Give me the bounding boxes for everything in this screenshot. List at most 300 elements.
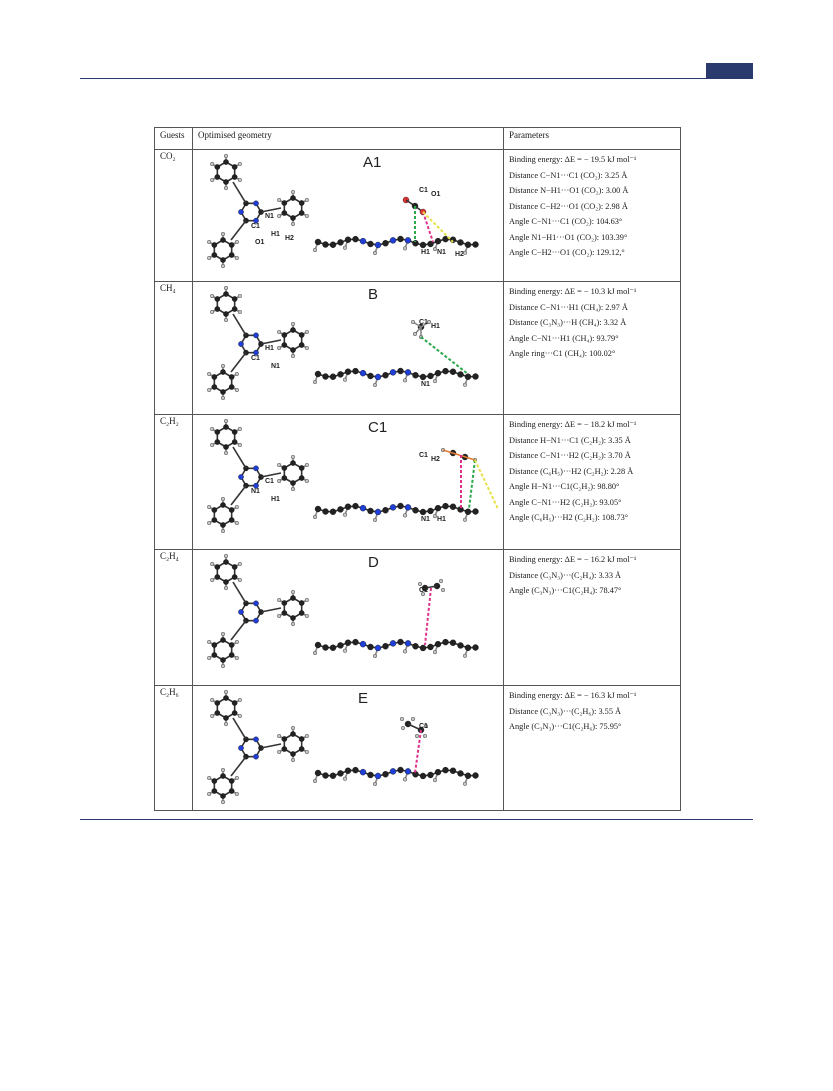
- nitrogen-atom: [360, 238, 366, 244]
- carbon-atom: [299, 200, 304, 205]
- hydrogen-atom: [224, 690, 228, 694]
- hydrogen-atom: [207, 640, 211, 644]
- hydrogen-atom: [235, 388, 239, 392]
- hydrogen-atom: [210, 178, 214, 182]
- carbon-atom: [338, 239, 344, 245]
- carbon-atom: [229, 507, 234, 512]
- carbon-atom: [353, 503, 359, 509]
- carbon-atom: [345, 640, 351, 646]
- hydrogen-atom: [207, 656, 211, 660]
- hydrogen-atom: [439, 579, 443, 583]
- parameter-line: Distance C−N1···H2 (C₂H₂): 3.70 Å: [509, 451, 631, 460]
- atom-label: H2: [285, 235, 294, 242]
- atom-label: H1: [271, 231, 280, 238]
- carbon-atom: [220, 522, 225, 527]
- header-row: [155, 128, 681, 150]
- col-header-geometry: Optimised geometry: [193, 128, 504, 150]
- carbon-atom: [330, 645, 336, 651]
- hydrogen-atom: [277, 214, 281, 218]
- atom-label: N1: [421, 381, 430, 388]
- carbon-atom: [229, 642, 234, 647]
- atom-label: C1: [419, 319, 428, 326]
- hydrogen-atom: [277, 479, 281, 483]
- hydrogen-atom: [221, 529, 225, 533]
- carbon-atom: [223, 695, 228, 700]
- parameter-line: Angle C−H2···O1 (CO₂): 129.12,°: [509, 248, 625, 257]
- nitrogen-atom: [253, 201, 258, 206]
- hydrogen-atom: [224, 286, 228, 290]
- carbon-atom: [299, 342, 304, 347]
- hydrogen-atom: [238, 310, 242, 314]
- carbon-atom: [420, 645, 426, 651]
- carbon-atom: [315, 770, 321, 776]
- nitrogen-atom: [375, 242, 381, 248]
- carbon-atom: [330, 509, 336, 515]
- carbon-atom: [398, 767, 404, 773]
- hydrogen-atom: [235, 256, 239, 260]
- hydrogen-atom: [305, 463, 309, 467]
- hydrogen-atom: [235, 776, 239, 780]
- carbon-atom: [212, 384, 217, 389]
- atom-label: H1: [271, 496, 280, 503]
- nitrogen-atom: [390, 237, 396, 243]
- geometry-cell: [193, 686, 504, 811]
- atom-label: O1: [431, 191, 441, 198]
- carbon-atom: [435, 769, 441, 775]
- atom-label: N1: [265, 213, 274, 220]
- hydrogen-atom: [277, 734, 281, 738]
- panel-label: C1: [368, 419, 388, 436]
- hydrogen-atom: [210, 698, 214, 702]
- carbon-atom: [229, 788, 234, 793]
- hydrogen-atom: [224, 154, 228, 158]
- hydrogen-atom: [343, 777, 347, 781]
- hydrogen-atom: [305, 330, 309, 334]
- hydrogen-atom: [291, 190, 295, 194]
- guest-cell: C₂H₂: [155, 415, 193, 550]
- carbon-atom: [290, 751, 295, 756]
- nitrogen-atom: [360, 505, 366, 511]
- hydrogen-atom: [277, 614, 281, 618]
- carbon-atom: [420, 509, 426, 515]
- parameter-line: Angle H−N1···C1(C₂H₂): 98.80°: [509, 482, 620, 491]
- hydrogen-atom: [221, 768, 225, 772]
- hydrogen-atom: [224, 722, 228, 726]
- carbon-atom: [220, 793, 225, 798]
- hydrogen-atom: [210, 162, 214, 166]
- hydrogen-atom: [343, 378, 347, 382]
- hydrogen-atom: [305, 479, 309, 483]
- carbon-atom: [435, 641, 441, 647]
- hydrogen-atom: [207, 792, 211, 796]
- parameter-line: Angle (C₆H₅)···H2 (C₂H₂): 108.73°: [509, 513, 629, 522]
- hydrogen-atom: [401, 726, 405, 730]
- hydrogen-atom: [411, 717, 415, 721]
- hydrogen-atom: [238, 443, 242, 447]
- hydrogen-atom: [277, 198, 281, 202]
- col-header-guests: Guests: [155, 128, 193, 150]
- hydrogen-atom: [305, 346, 309, 350]
- hydrogen-atom: [277, 598, 281, 602]
- hydrogen-atom: [291, 590, 295, 594]
- carbon-atom: [229, 374, 234, 379]
- hydrogen-atom: [411, 320, 415, 324]
- carbon-atom: [398, 236, 404, 242]
- hydrogen-atom: [207, 240, 211, 244]
- carbon-atom: [323, 242, 329, 248]
- hydrogen-atom: [403, 650, 407, 654]
- carbon-atom: [323, 509, 329, 515]
- nitrogen-atom: [390, 504, 396, 510]
- nitrogen-atom: [253, 466, 258, 471]
- parameters-cell: [504, 550, 681, 686]
- hydrogen-atom: [207, 256, 211, 260]
- parameter-line: Distance (C₃N₃)···(C₂H₄): 3.33 Å: [509, 570, 622, 580]
- atom-label: H1: [431, 323, 440, 330]
- parameters-cell: [504, 415, 681, 550]
- carbon-atom: [450, 369, 456, 375]
- carbon-atom: [229, 517, 234, 522]
- carbon-atom: [220, 773, 225, 778]
- carbon-atom: [458, 371, 464, 377]
- hydrogen-atom: [291, 758, 295, 762]
- carbon-atom: [458, 239, 464, 245]
- carbon-atom: [299, 610, 304, 615]
- carbon-atom: [290, 215, 295, 220]
- carbon-atom: [223, 291, 228, 296]
- carbon-atom: [212, 642, 217, 647]
- atom-label: N1: [421, 516, 430, 523]
- carbon-atom: [299, 465, 304, 470]
- carbon-atom: [473, 509, 479, 515]
- carbon-atom: [290, 595, 295, 600]
- hydrogen-atom: [238, 698, 242, 702]
- carbon-atom: [290, 327, 295, 332]
- carbon-atom: [458, 642, 464, 648]
- nitrogen-atom: [238, 745, 243, 750]
- atom-label: C1: [251, 355, 260, 362]
- table-row: [155, 282, 681, 415]
- carbon-atom: [345, 369, 351, 375]
- carbon-atom: [338, 371, 344, 377]
- header-tab: [706, 63, 753, 78]
- nitrogen-atom: [405, 640, 411, 646]
- atom-label: H1: [437, 516, 446, 523]
- bond: [261, 473, 281, 477]
- carbon-atom: [443, 639, 449, 645]
- carbon-atom: [282, 736, 287, 741]
- bond: [231, 486, 246, 505]
- bond: [261, 744, 281, 748]
- panel-label: E: [358, 690, 369, 707]
- carbon-atom: [428, 508, 434, 514]
- carbon-atom: [413, 372, 419, 378]
- nitrogen-atom: [238, 341, 243, 346]
- carbon-atom: [398, 503, 404, 509]
- parameter-line: Angle C−N1···C1 (CO₂): 104.63°: [509, 217, 623, 226]
- parameter-line: Binding energy: ΔE = − 10.3 kJ mol⁻¹: [509, 287, 637, 296]
- carbon-atom: [299, 475, 304, 480]
- parameter-line: Angle C−N1···H2 (C₂H₂): 93.05°: [509, 497, 622, 507]
- carbon-atom: [215, 296, 220, 301]
- carbon-atom: [435, 505, 441, 511]
- carbon-atom: [220, 389, 225, 394]
- hydrogen-atom: [403, 778, 407, 782]
- carbon-atom: [232, 700, 237, 705]
- atom-label: O1: [255, 239, 265, 246]
- carbon-atom: [223, 179, 228, 184]
- nitrogen-atom: [375, 645, 381, 651]
- carbon-atom: [299, 746, 304, 751]
- carbon-atom: [232, 564, 237, 569]
- carbon-atom: [290, 615, 295, 620]
- nitrogen-atom: [253, 737, 258, 742]
- carbon-atom: [282, 210, 287, 215]
- hydrogen-atom: [463, 383, 467, 387]
- carbon-atom: [473, 374, 479, 380]
- bond: [261, 208, 281, 212]
- hydrogen-atom: [221, 364, 225, 368]
- carbon-atom: [383, 771, 389, 777]
- hydrogen-atom: [238, 294, 242, 298]
- bond: [443, 450, 475, 460]
- hydrogen-atom: [433, 379, 437, 383]
- carbon-atom: [465, 645, 471, 651]
- carbon-atom: [215, 164, 220, 169]
- hydrogen-atom: [207, 776, 211, 780]
- carbon-atom: [229, 252, 234, 257]
- atom-label: C1: [265, 478, 274, 485]
- carbon-atom: [232, 429, 237, 434]
- carbon-atom: [330, 242, 336, 248]
- hydrogen-atom: [343, 246, 347, 250]
- hydrogen-atom: [305, 598, 309, 602]
- hydrogen-atom: [277, 463, 281, 467]
- carbon-atom: [323, 645, 329, 651]
- hydrogen-atom: [207, 505, 211, 509]
- nitrogen-atom: [238, 474, 243, 479]
- hydrogen-atom: [305, 614, 309, 618]
- carbon-atom: [212, 252, 217, 257]
- carbon-atom: [232, 174, 237, 179]
- carbon-atom: [353, 368, 359, 374]
- bond: [233, 314, 246, 335]
- hydrogen-atom: [238, 178, 242, 182]
- hydrogen-atom: [238, 578, 242, 582]
- hydrogen-atom: [221, 497, 225, 501]
- carbon-atom: [215, 700, 220, 705]
- hydrogen-atom: [413, 332, 417, 336]
- carbon-atom: [353, 639, 359, 645]
- hydrogen-atom: [463, 518, 467, 522]
- hydrogen-atom: [207, 388, 211, 392]
- hydrogen-atom: [463, 782, 467, 786]
- parameter-line: Binding energy: ΔE = − 19.5 kJ mol⁻¹: [509, 155, 637, 164]
- parameter-line: Binding energy: ΔE = − 16.3 kJ mol⁻¹: [509, 691, 637, 700]
- hydrogen-atom: [291, 322, 295, 326]
- carbon-atom: [368, 772, 374, 778]
- carbon-atom: [368, 373, 374, 379]
- hydrogen-atom: [235, 505, 239, 509]
- nitrogen-atom: [405, 504, 411, 510]
- hydrogen-atom: [418, 582, 422, 586]
- carbon-atom: [465, 374, 471, 380]
- carbon-atom: [282, 332, 287, 337]
- hydrogen-atom: [373, 251, 377, 255]
- carbon-atom: [353, 767, 359, 773]
- carbon-atom: [232, 439, 237, 444]
- hydrogen-atom: [343, 513, 347, 517]
- hydrogen-atom: [224, 318, 228, 322]
- carbon-atom: [299, 210, 304, 215]
- nitrogen-atom: [238, 209, 243, 214]
- carbon-atom: [282, 610, 287, 615]
- hydrogen-atom: [305, 198, 309, 202]
- atom-label: C1: [419, 452, 428, 459]
- geometry-cell: [193, 415, 504, 550]
- parameter-line: Angle (C₃N₃)···C1(C₂H₆): 75.95°: [509, 722, 622, 731]
- hydrogen-atom: [313, 380, 317, 384]
- parameter-line: Distance (C₃N₃)···(C₂H₆): 3.55 Å: [509, 706, 622, 716]
- hydrogen-atom: [235, 640, 239, 644]
- carbon-atom: [229, 778, 234, 783]
- nitrogen-atom: [253, 333, 258, 338]
- hydrogen-atom: [221, 664, 225, 668]
- carbon-atom: [232, 574, 237, 579]
- carbon-atom: [428, 373, 434, 379]
- carbon-atom: [450, 640, 456, 646]
- results-table: [154, 127, 681, 811]
- table-row: [155, 550, 681, 686]
- hydrogen-atom: [235, 792, 239, 796]
- carbon-atom: [345, 768, 351, 774]
- hydrogen-atom: [305, 214, 309, 218]
- carbon-atom: [232, 164, 237, 169]
- carbon-atom: [435, 238, 441, 244]
- carbon-atom: [220, 502, 225, 507]
- hydrogen-atom: [235, 240, 239, 244]
- carbon-atom: [290, 347, 295, 352]
- carbon-atom: [383, 507, 389, 513]
- hydrogen-atom: [238, 562, 242, 566]
- hydrogen-atom: [224, 419, 228, 423]
- hydrogen-atom: [291, 222, 295, 226]
- bond: [231, 621, 246, 640]
- hydrogen-atom: [207, 521, 211, 525]
- parameter-line: Angle C−N1···H1 (CH₄): 93.79°: [509, 333, 619, 343]
- hydrogen-atom: [235, 372, 239, 376]
- hydrogen-atom: [403, 247, 407, 251]
- table-row: [155, 415, 681, 550]
- parameter-line: Angle (C₃N₃)···C1(C₂H₄): 78.47°: [509, 586, 622, 595]
- atom-label: H1: [265, 345, 274, 352]
- carbon-atom: [282, 746, 287, 751]
- hydrogen-atom: [210, 562, 214, 566]
- nitrogen-atom: [390, 768, 396, 774]
- carbon-atom: [330, 374, 336, 380]
- hydrogen-atom: [373, 782, 377, 786]
- carbon-atom: [428, 772, 434, 778]
- hydrogen-atom: [313, 515, 317, 519]
- carbon-atom: [220, 637, 225, 642]
- carbon-atom: [435, 370, 441, 376]
- hydrogen-atom: [210, 294, 214, 298]
- hydrogen-atom: [221, 800, 225, 804]
- nitrogen-atom: [375, 773, 381, 779]
- atom-label: C1: [419, 587, 428, 594]
- hydrogen-atom: [210, 443, 214, 447]
- atom-label: N1: [251, 488, 260, 495]
- carbon-atom: [330, 773, 336, 779]
- bond: [233, 447, 246, 468]
- nitrogen-atom: [405, 768, 411, 774]
- hydrogen-atom: [291, 487, 295, 491]
- atom-label: H1: [421, 249, 430, 256]
- nitrogen-atom: [253, 754, 258, 759]
- carbon-atom: [290, 731, 295, 736]
- nitrogen-atom: [253, 618, 258, 623]
- hydrogen-atom: [277, 330, 281, 334]
- parameters-cell: [504, 686, 681, 811]
- hydrogen-atom: [221, 232, 225, 236]
- carbon-atom: [420, 374, 426, 380]
- carbon-atom: [212, 517, 217, 522]
- carbon-atom: [215, 710, 220, 715]
- parameter-line: Distance (C₆H₅)···H2 (C₂H₂): 2.28 Å: [509, 466, 634, 476]
- table-row: [155, 686, 681, 811]
- carbon-atom: [290, 460, 295, 465]
- hydrogen-atom: [224, 186, 228, 190]
- hydrogen-atom: [433, 650, 437, 654]
- carbon-atom: [223, 159, 228, 164]
- carbon-atom: [282, 465, 287, 470]
- nitrogen-atom: [405, 369, 411, 375]
- geometry-cell: [193, 550, 504, 686]
- carbon-atom: [282, 475, 287, 480]
- carbon-atom: [223, 424, 228, 429]
- parameter-line: Distance C−N1···H1 (CH₄): 2.97 Å: [509, 302, 628, 312]
- carbon-atom: [368, 644, 374, 650]
- carbon-atom: [315, 506, 321, 512]
- hydrogen-atom: [238, 714, 242, 718]
- hydrogen-atom: [224, 586, 228, 590]
- carbon-atom: [420, 773, 426, 779]
- carbon-atom: [220, 657, 225, 662]
- carbon-atom: [223, 444, 228, 449]
- nitrogen-atom: [253, 601, 258, 606]
- hydrogen-atom: [221, 632, 225, 636]
- hydrogen-atom: [235, 656, 239, 660]
- hydrogen-atom: [373, 518, 377, 522]
- carbon-atom: [232, 296, 237, 301]
- guest-cell: CH₄: [155, 282, 193, 415]
- hydrogen-atom: [277, 346, 281, 350]
- col-header-parameters: Parameters: [504, 128, 681, 150]
- carbon-atom: [443, 368, 449, 374]
- carbon-atom: [220, 369, 225, 374]
- molecule-figure: [193, 150, 504, 281]
- carbon-atom: [345, 504, 351, 510]
- molecule-figure: [193, 550, 504, 685]
- hydrogen-atom: [221, 264, 225, 268]
- carbon-atom: [282, 342, 287, 347]
- footer-rule: [80, 819, 753, 820]
- hydrogen-atom: [313, 779, 317, 783]
- carbon-atom: [368, 241, 374, 247]
- carbon-atom: [299, 332, 304, 337]
- hydrogen-atom: [207, 372, 211, 376]
- parameter-line: Distance H−N1···C1 (C₂H₂): 3.35 Å: [509, 435, 631, 445]
